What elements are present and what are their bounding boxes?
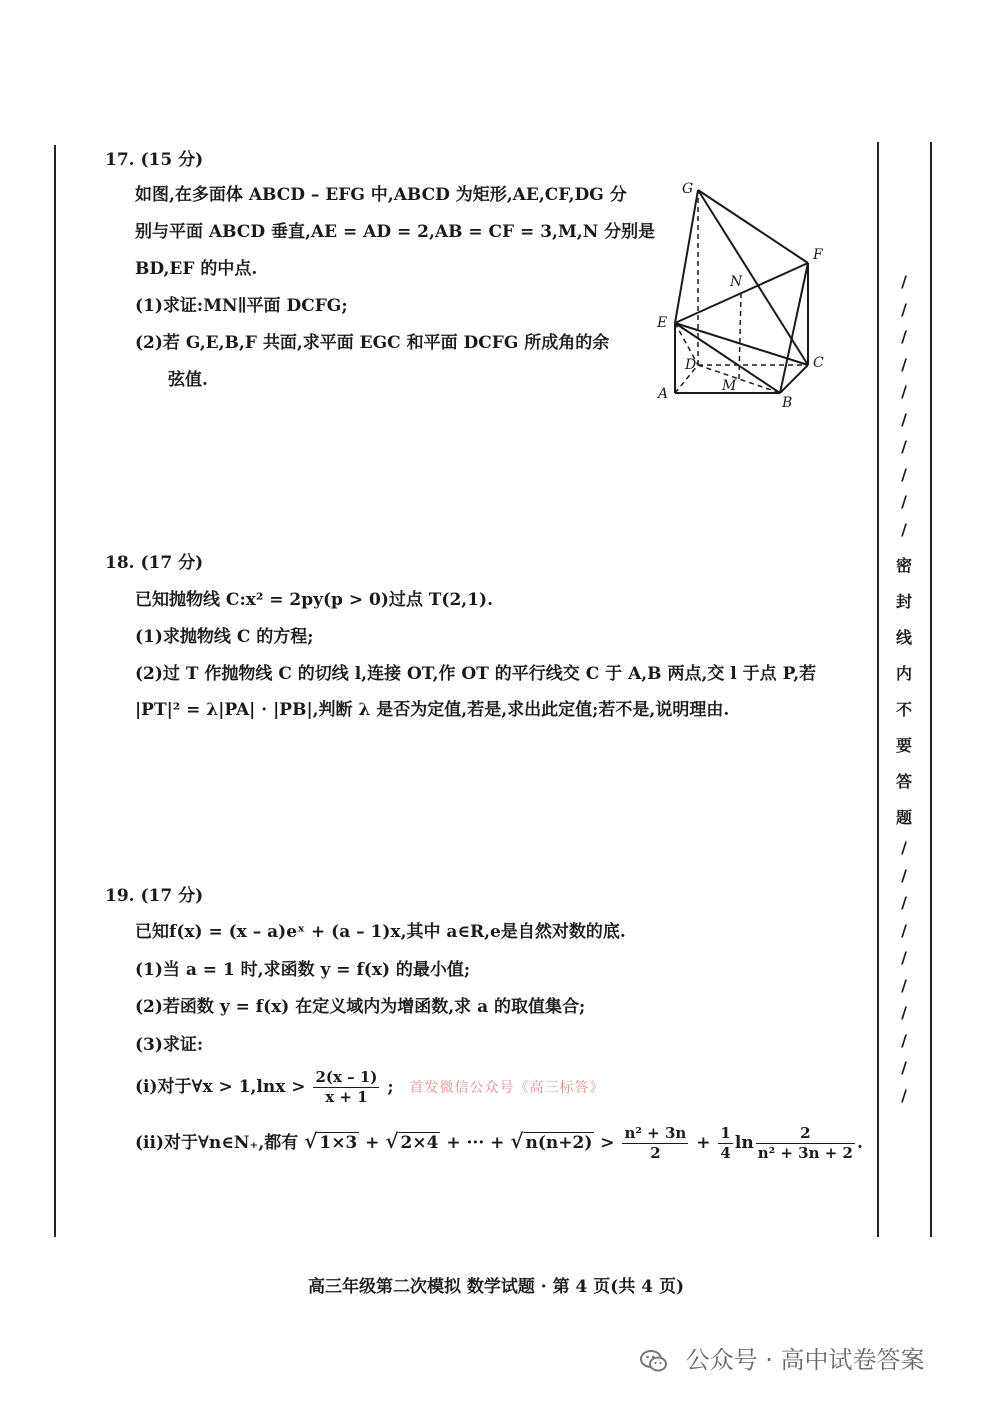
fraction-1-den: 2 [650,1144,661,1162]
label-C: C [813,355,824,371]
fraction-2-den: 4 [720,1144,731,1162]
q19-sub1-num: 2(x – 1) [315,1068,378,1086]
wechat-icon [640,1349,668,1373]
slash-mark: / [901,838,907,857]
wechat-watermark [640,1340,925,1375]
seal-char: 要 [895,736,912,755]
sqrt-2: √ 2×4 [385,1129,439,1153]
slash-mark: / [901,975,907,995]
seal-char: 答 [895,772,912,791]
left-border-line [54,145,56,1237]
q19-sub2-prefix: (ii)对于∀n∈N₊,都有 [135,1133,299,1153]
greater-than: > [594,1133,615,1153]
seal-char: 线 [895,628,912,647]
right-border-line-inner [877,142,879,1237]
sqrt-2-radicand: 2×4 [400,1133,439,1153]
sqrt-1-radicand: 1×3 [319,1133,358,1153]
q19-part1: (1)当 a = 1 时,求函数 y = f(x) 的最小值; [135,960,471,980]
fraction-2 [718,1124,732,1163]
q19-sub1-suffix: ; [387,1077,394,1097]
ln-text: ln [734,1133,754,1153]
edge-EF [675,263,808,323]
slash-mark: / [901,519,907,539]
label-F: F [813,247,823,263]
q17-line3: BD,EF 的中点. [135,259,258,279]
seal-char: 密 [895,556,912,575]
q17-line2: 别与平面 ABCD 垂直,AE = AD = 2,AB = CF = 3,M,N 分别是 [135,222,656,242]
wechat-mark-text: 公众号 · 高中试卷答案 [685,1346,925,1374]
slash-mark: / [901,464,907,484]
q19-part3: (3)求证: [135,1035,204,1055]
slash-mark: / [901,409,907,429]
seal-char: 题 [895,808,912,827]
slash-mark: / [901,920,907,940]
label-E: E [657,315,668,331]
fraction-2-num: 1 [720,1124,731,1142]
q17-part1: (1)求证:MN∥平面 DCFG; [135,296,348,316]
q19-header: 19. (17 分) [105,886,204,906]
fraction-3-den: n² + 3n + 2 [757,1144,853,1162]
slash-mark: / [901,893,907,912]
q18-line1: 已知抛物线 C:x² = 2py(p > 0)过点 T(2,1). [135,590,494,610]
seal-char: 不 [895,700,912,719]
q17-line1: 如图,在多面体 ABCD – EFG 中,ABCD 为矩形,AE,CF,DG 分 [135,185,627,205]
dots: + ··· + [440,1133,511,1153]
seal-column-top [892,268,916,543]
label-B: B [782,395,793,411]
q18-header: 18. (17 分) [105,553,204,573]
slash-mark: / [901,865,907,885]
q19-part2: (2)若函数 y = f(x) 在定义域内为增函数,求 a 的取值集合; [135,997,586,1017]
q17-header: 17. (15 分) [105,150,204,170]
seal-char: 封 [895,592,912,611]
period: . [856,1133,863,1153]
slash-mark: / [901,299,907,319]
sqrt-3-radicand: n(n+2) [525,1133,593,1153]
red-watermark-text: 首发微信公众号《高三标答》 [409,1080,605,1096]
sqrt-3: √ n(n+2) [510,1129,593,1153]
q17-part2: (2)若 G,E,B,F 共面,求平面 EGC 和平面 DCFG 所成角的余 [135,333,610,353]
slash-mark: / [901,327,907,346]
q19-sub1-fraction [313,1068,379,1107]
q18-part1: (1)求抛物线 C 的方程; [135,627,314,647]
label-D: D [685,357,697,373]
slash-mark: / [901,354,907,374]
fraction-1-num: n² + 3n [624,1124,687,1142]
slash-mark: / [901,492,907,511]
slash-mark: / [901,1085,907,1105]
polyhedron-figure [640,175,840,415]
right-border-line-outer [930,142,932,1237]
slash-mark: / [901,1003,907,1022]
edge-GC [698,190,808,365]
q19-sub1-den: x + 1 [325,1088,368,1106]
slash-mark: / [901,1030,907,1050]
q19-sub2 [135,1124,863,1163]
fraction-1 [622,1124,688,1163]
label-M: M [722,378,737,394]
page-footer: 高三年级第二次模拟 数学试题 · 第 4 页(共 4 页) [307,1277,685,1297]
sqrt-1: √ 1×3 [304,1129,358,1153]
slash-mark: / [901,1058,907,1077]
seal-column-bottom [892,834,916,1109]
q19-sub1-prefix: (i)对于∀x > 1,lnx > [135,1077,306,1097]
slash-mark: / [901,948,907,967]
label-G: G [682,181,694,197]
q19-line1: 已知f(x) = (x – a)eˣ + (a – 1)x,其中 a∈R,e是自然对数的底. [135,922,626,942]
fraction-3-num: 2 [756,1124,855,1144]
seal-column-text [892,548,916,836]
q17-part2-cont: 弦值. [168,370,208,390]
slash-mark: / [901,272,907,291]
edge-EG [675,190,698,323]
q18-part2: (2)过 T 作抛物线 C 的切线 l,连接 OT,作 OT 的平行线交 C 于 A,B 两点,交 l 于点 P,若 [135,664,817,684]
plus-1: + [359,1133,386,1153]
edge-GF [698,190,808,263]
label-N: N [730,274,743,290]
q19-sub1 [135,1068,605,1107]
seal-char: 内 [895,664,912,683]
label-A: A [658,386,669,402]
slash-mark: / [901,437,907,456]
q18-part2-cont: |PT|² = λ|PA| · |PB|,判断 λ 是否为定值,若是,求出此定值;若不是,说明理由. [135,700,730,720]
fraction-3 [756,1124,855,1163]
plus-2: + [690,1133,717,1153]
slash-mark: / [901,382,907,401]
